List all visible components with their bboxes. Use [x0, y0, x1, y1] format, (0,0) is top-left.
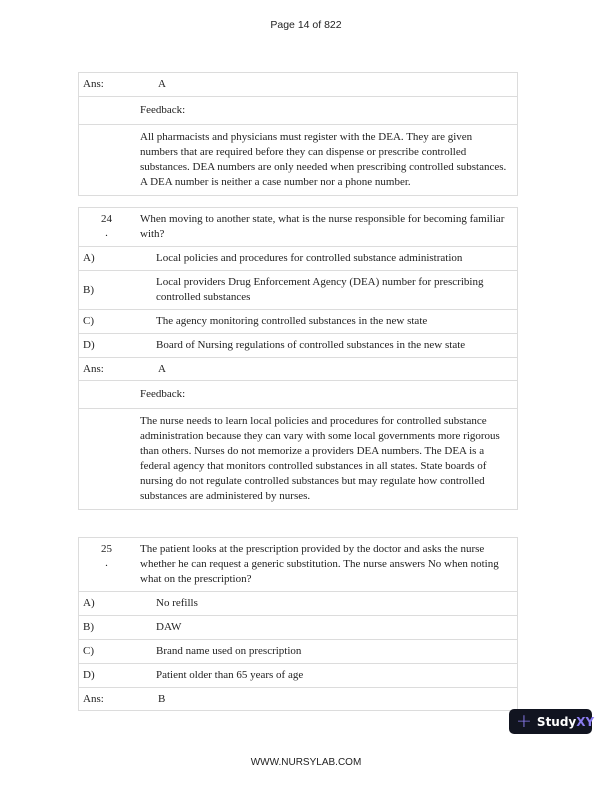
question-25: [78, 537, 518, 711]
feedback-label: Feedback:: [140, 388, 186, 400]
option-row: [79, 246, 517, 270]
answer-value: A: [158, 78, 166, 90]
option-row: [79, 615, 517, 639]
option-label: D): [83, 669, 95, 681]
option-text: Local policies and procedures for controlled substance administration: [156, 252, 463, 264]
option-text: Local providers Drug Enforcement Agency (DEA) number for prescribing controlled substances: [156, 276, 484, 303]
option-label: A): [83, 597, 95, 609]
option-label: C): [83, 315, 94, 327]
question-24: [78, 207, 518, 510]
question-text: When moving to another state, what is the nurse responsible for becoming familiar with?: [140, 213, 505, 240]
answer-row: [79, 357, 517, 380]
feedback-text: The nurse needs to learn local policies and procedures for controlled substance administration because they can vary with some local governments more rigorous than others. Nurses do not memorize a providers DEA numbers. The DEA is a federal agency that monitors controlled substances in all states. State boards of nursing do not regulate controlled substances but may regulate how controlled substances are administered by nurses.: [140, 415, 500, 502]
feedback-text: All pharmacists and physicians must register with the DEA. They are given numbers that are required before they can dispense or prescribe controlled substances. DEA numbers are only needed when prescribing controlled substances. A DEA number is neither a case number nor a phone number.: [140, 131, 507, 188]
option-text: Board of Nursing regulations of controlled substances in the new state: [156, 339, 466, 351]
option-label: A): [83, 252, 95, 264]
feedback-label-row: [79, 96, 517, 124]
question-number-dot: .: [105, 227, 108, 239]
option-text: The agency monitoring controlled substances in the new state: [156, 315, 428, 327]
question-row: [79, 538, 517, 591]
option-label: D): [83, 339, 95, 351]
brand-name-accent: XY: [576, 714, 595, 729]
question-23-tail: [78, 72, 518, 196]
option-label: B): [83, 283, 94, 296]
brand-name: Study: [536, 714, 577, 729]
option-row: [79, 639, 517, 663]
option-label: B): [83, 621, 94, 633]
question-number: 25: [101, 543, 112, 555]
footer-website: WWW.NURSYLAB.COM: [250, 757, 362, 768]
option-text: Patient older than 65 years of age: [156, 669, 304, 681]
option-row: [79, 333, 517, 357]
question-text: The patient looks at the prescription provided by the doctor and asks the nurse whether he can request a generic substitution. The nurse answers No when noting what on the prescription?: [140, 543, 499, 585]
answer-value: B: [158, 692, 166, 705]
plus-icon: +: [516, 710, 532, 732]
feedback-row: [79, 408, 517, 509]
feedback-label-row: [79, 380, 517, 408]
option-label: C): [83, 645, 94, 657]
feedback-row: [79, 124, 517, 195]
answer-value: A: [158, 362, 166, 375]
option-row: [79, 591, 517, 615]
page-indicator: Page 14 of 822: [270, 19, 342, 31]
option-row: [79, 663, 517, 687]
question-row: [79, 208, 517, 246]
answer-row: [79, 687, 517, 710]
question-number: 24: [101, 213, 112, 225]
feedback-label: Feedback:: [140, 104, 186, 116]
question-number-dot: .: [105, 557, 108, 569]
answer-row: [79, 73, 517, 96]
ans-label: Ans:: [83, 692, 104, 705]
ans-label: Ans:: [83, 78, 104, 90]
option-text: No refills: [156, 597, 198, 609]
studyxy-badge[interactable]: [509, 709, 595, 734]
ans-label: Ans:: [83, 362, 104, 375]
option-text: Brand name used on prescription: [156, 645, 302, 657]
option-text: DAW: [156, 621, 182, 633]
option-row: [79, 270, 517, 309]
option-row: [79, 309, 517, 333]
